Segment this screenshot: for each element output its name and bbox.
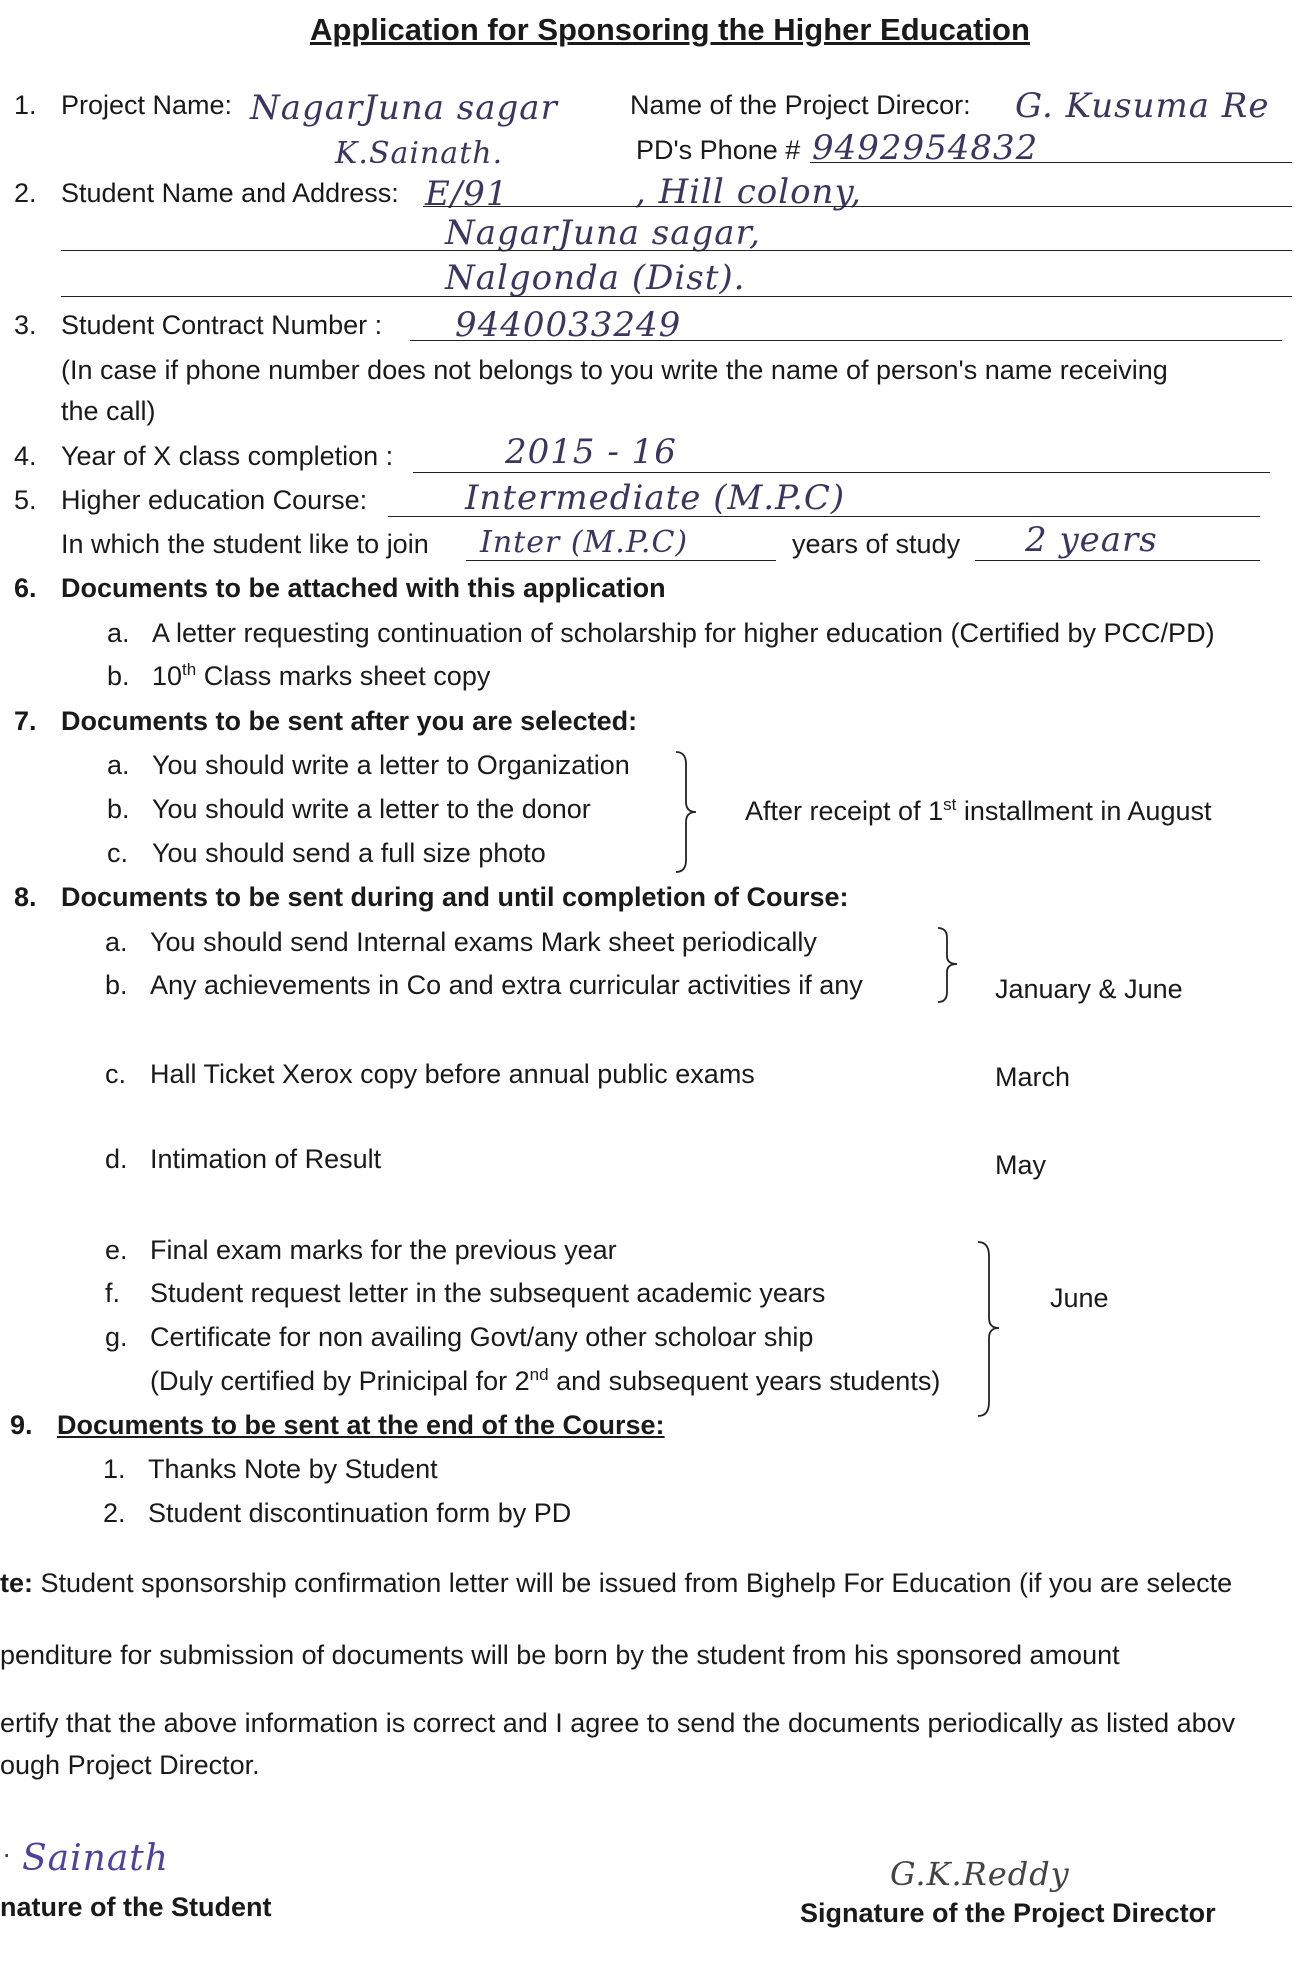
section-7-item-b: You should write a letter to the donor	[152, 794, 591, 824]
section-6-title: Documents to be attached with this application	[61, 573, 666, 603]
section-8-efg-timing: June	[1050, 1283, 1109, 1313]
section-8-efg-brace	[975, 1240, 1005, 1420]
item-number: 7.	[14, 706, 37, 736]
section-6-item-a: A letter requesting continuation of scholarship for higher education (Certified by PCC/PD)	[152, 618, 1215, 648]
address-underline-2	[61, 250, 1292, 251]
list-marker: b.	[107, 661, 130, 691]
certify-line-2: ough Project Director.	[0, 1750, 260, 1780]
contact-value: 9440033249	[455, 305, 682, 345]
list-marker: c.	[107, 838, 129, 868]
section-9-item-2: Student discontinuation form by PD	[148, 1498, 572, 1528]
note-label: te:	[0, 1568, 33, 1598]
list-marker: a.	[105, 927, 128, 957]
section-7-brace	[672, 750, 702, 874]
student-signature: Sainath	[22, 1838, 169, 1879]
contact-underline	[410, 340, 1282, 341]
project-name-value: NagarJuna sagar	[250, 88, 558, 128]
item-number: 5.	[14, 485, 37, 515]
director-value: G. Kusuma Re	[1015, 86, 1270, 126]
x-year-value: 2015 - 16	[505, 432, 677, 472]
pd-phone-underline	[810, 162, 1292, 163]
x-year-underline	[413, 472, 1270, 473]
years-underline	[975, 560, 1260, 561]
section-8-ab-brace	[935, 926, 963, 1006]
address-underline-3	[61, 296, 1292, 297]
contact-note-line-1: (In case if phone number does not belongs to you write the name of person's name receiving	[61, 355, 1168, 385]
contact-note-line-2: the call)	[61, 396, 156, 426]
list-marker: a.	[107, 618, 130, 648]
project-name-label: Project Name:	[61, 90, 233, 120]
list-marker: 1.	[103, 1454, 126, 1484]
item-number: 3.	[14, 310, 37, 340]
address-line-1b-value: , Hill colony,	[635, 172, 862, 212]
section-6-item-b: 10th Class marks sheet copy	[152, 660, 491, 691]
section-8-c-timing: March	[995, 1062, 1071, 1092]
section-7-item-c: You should send a full size photo	[152, 838, 546, 868]
section-8-item-e: Final exam marks for the previous year	[150, 1235, 617, 1265]
contact-label: Student Contract Number :	[61, 310, 383, 340]
section-8-d-timing: May	[995, 1150, 1047, 1180]
list-marker: a.	[107, 750, 130, 780]
section-8-item-d: Intimation of Result	[150, 1144, 382, 1174]
section-8-item-g: Certificate for non availing Govt/any other scholoar ship	[150, 1322, 814, 1352]
item-number: 6.	[14, 573, 37, 603]
join-label: In which the student like to join	[61, 529, 429, 559]
join-value: Inter (M.P.C)	[480, 525, 689, 560]
list-marker: f.	[105, 1278, 121, 1308]
join-underline	[466, 560, 776, 561]
list-marker: b.	[105, 970, 128, 1000]
address-line-3-value: Nalgonda (Dist).	[445, 258, 746, 298]
address-line-2-value: NagarJuna sagar,	[445, 213, 761, 253]
expenditure-line: penditure for submission of documents will be born by the student from his sponsored amount	[0, 1640, 1120, 1670]
item-number: 8.	[14, 882, 37, 912]
section-8-item-f: Student request letter in the subsequent academic years	[150, 1278, 826, 1308]
x-year-label: Year of X class completion :	[61, 441, 394, 471]
certify-line-1: ertify that the above information is correct and I agree to send the documents periodically as listed abov	[0, 1708, 1236, 1738]
years-label: years of study	[792, 529, 961, 559]
list-marker: b.	[107, 794, 130, 824]
section-8-title: Documents to be sent during and until completion of Course:	[61, 882, 849, 912]
list-marker: g.	[105, 1322, 128, 1352]
item-number: 1.	[14, 90, 37, 120]
section-7-title: Documents to be sent after you are selected:	[61, 706, 638, 736]
course-value: Intermediate (M.P.C)	[465, 478, 846, 518]
course-underline	[388, 516, 1260, 517]
pd-phone-value: 9492954832	[812, 128, 1039, 168]
director-label: Name of the Project Direcor:	[630, 90, 971, 120]
student-address-label: Student Name and Address:	[61, 178, 399, 208]
note-line: te: Student sponsorship confirmation letter will be issued from Bighelp For Education (if you are selecte	[0, 1568, 1233, 1598]
item-number: 4.	[14, 441, 37, 471]
pd-signature-label: Signature of the Project Director	[800, 1898, 1216, 1928]
pd-signature: G.K.Reddy	[890, 1855, 1070, 1893]
section-8-ab-timing: January & June	[995, 974, 1183, 1004]
student-name-value: K.Sainath.	[335, 136, 504, 171]
section-8-item-b: Any achievements in Co and extra curricular activities if any	[150, 970, 863, 1000]
section-7-item-a: You should write a letter to Organization	[152, 750, 630, 780]
student-signature-label: nature of the Student	[0, 1892, 272, 1922]
address-line-1-value: E/91	[425, 174, 509, 214]
section-7-timing: After receipt of 1st installment in August	[745, 795, 1212, 826]
section-8-item-c: Hall Ticket Xerox copy before annual public exams	[150, 1059, 755, 1089]
dot-mark: ·	[2, 1838, 12, 1869]
list-marker: d.	[105, 1144, 128, 1174]
list-marker: 2.	[103, 1498, 126, 1528]
course-label: Higher education Course:	[61, 485, 368, 515]
section-8-item-a: You should send Internal exams Mark sheet periodically	[150, 927, 817, 957]
item-number: 2.	[14, 178, 37, 208]
section-9-item-1: Thanks Note by Student	[148, 1454, 438, 1484]
section-9-title: Documents to be sent at the end of the Course:	[57, 1410, 665, 1440]
years-value: 2 years	[1025, 520, 1158, 560]
address-underline-1	[423, 206, 1292, 207]
section-8-item-g-note: (Duly certified by Prinicipal for 2nd and subsequent years students)	[150, 1365, 941, 1396]
form-title: Application for Sponsoring the Higher Education	[310, 12, 1030, 47]
list-marker: c.	[105, 1059, 127, 1089]
pd-phone-label: PD's Phone #	[636, 135, 801, 165]
item-number: 9.	[10, 1410, 33, 1440]
list-marker: e.	[105, 1235, 128, 1265]
